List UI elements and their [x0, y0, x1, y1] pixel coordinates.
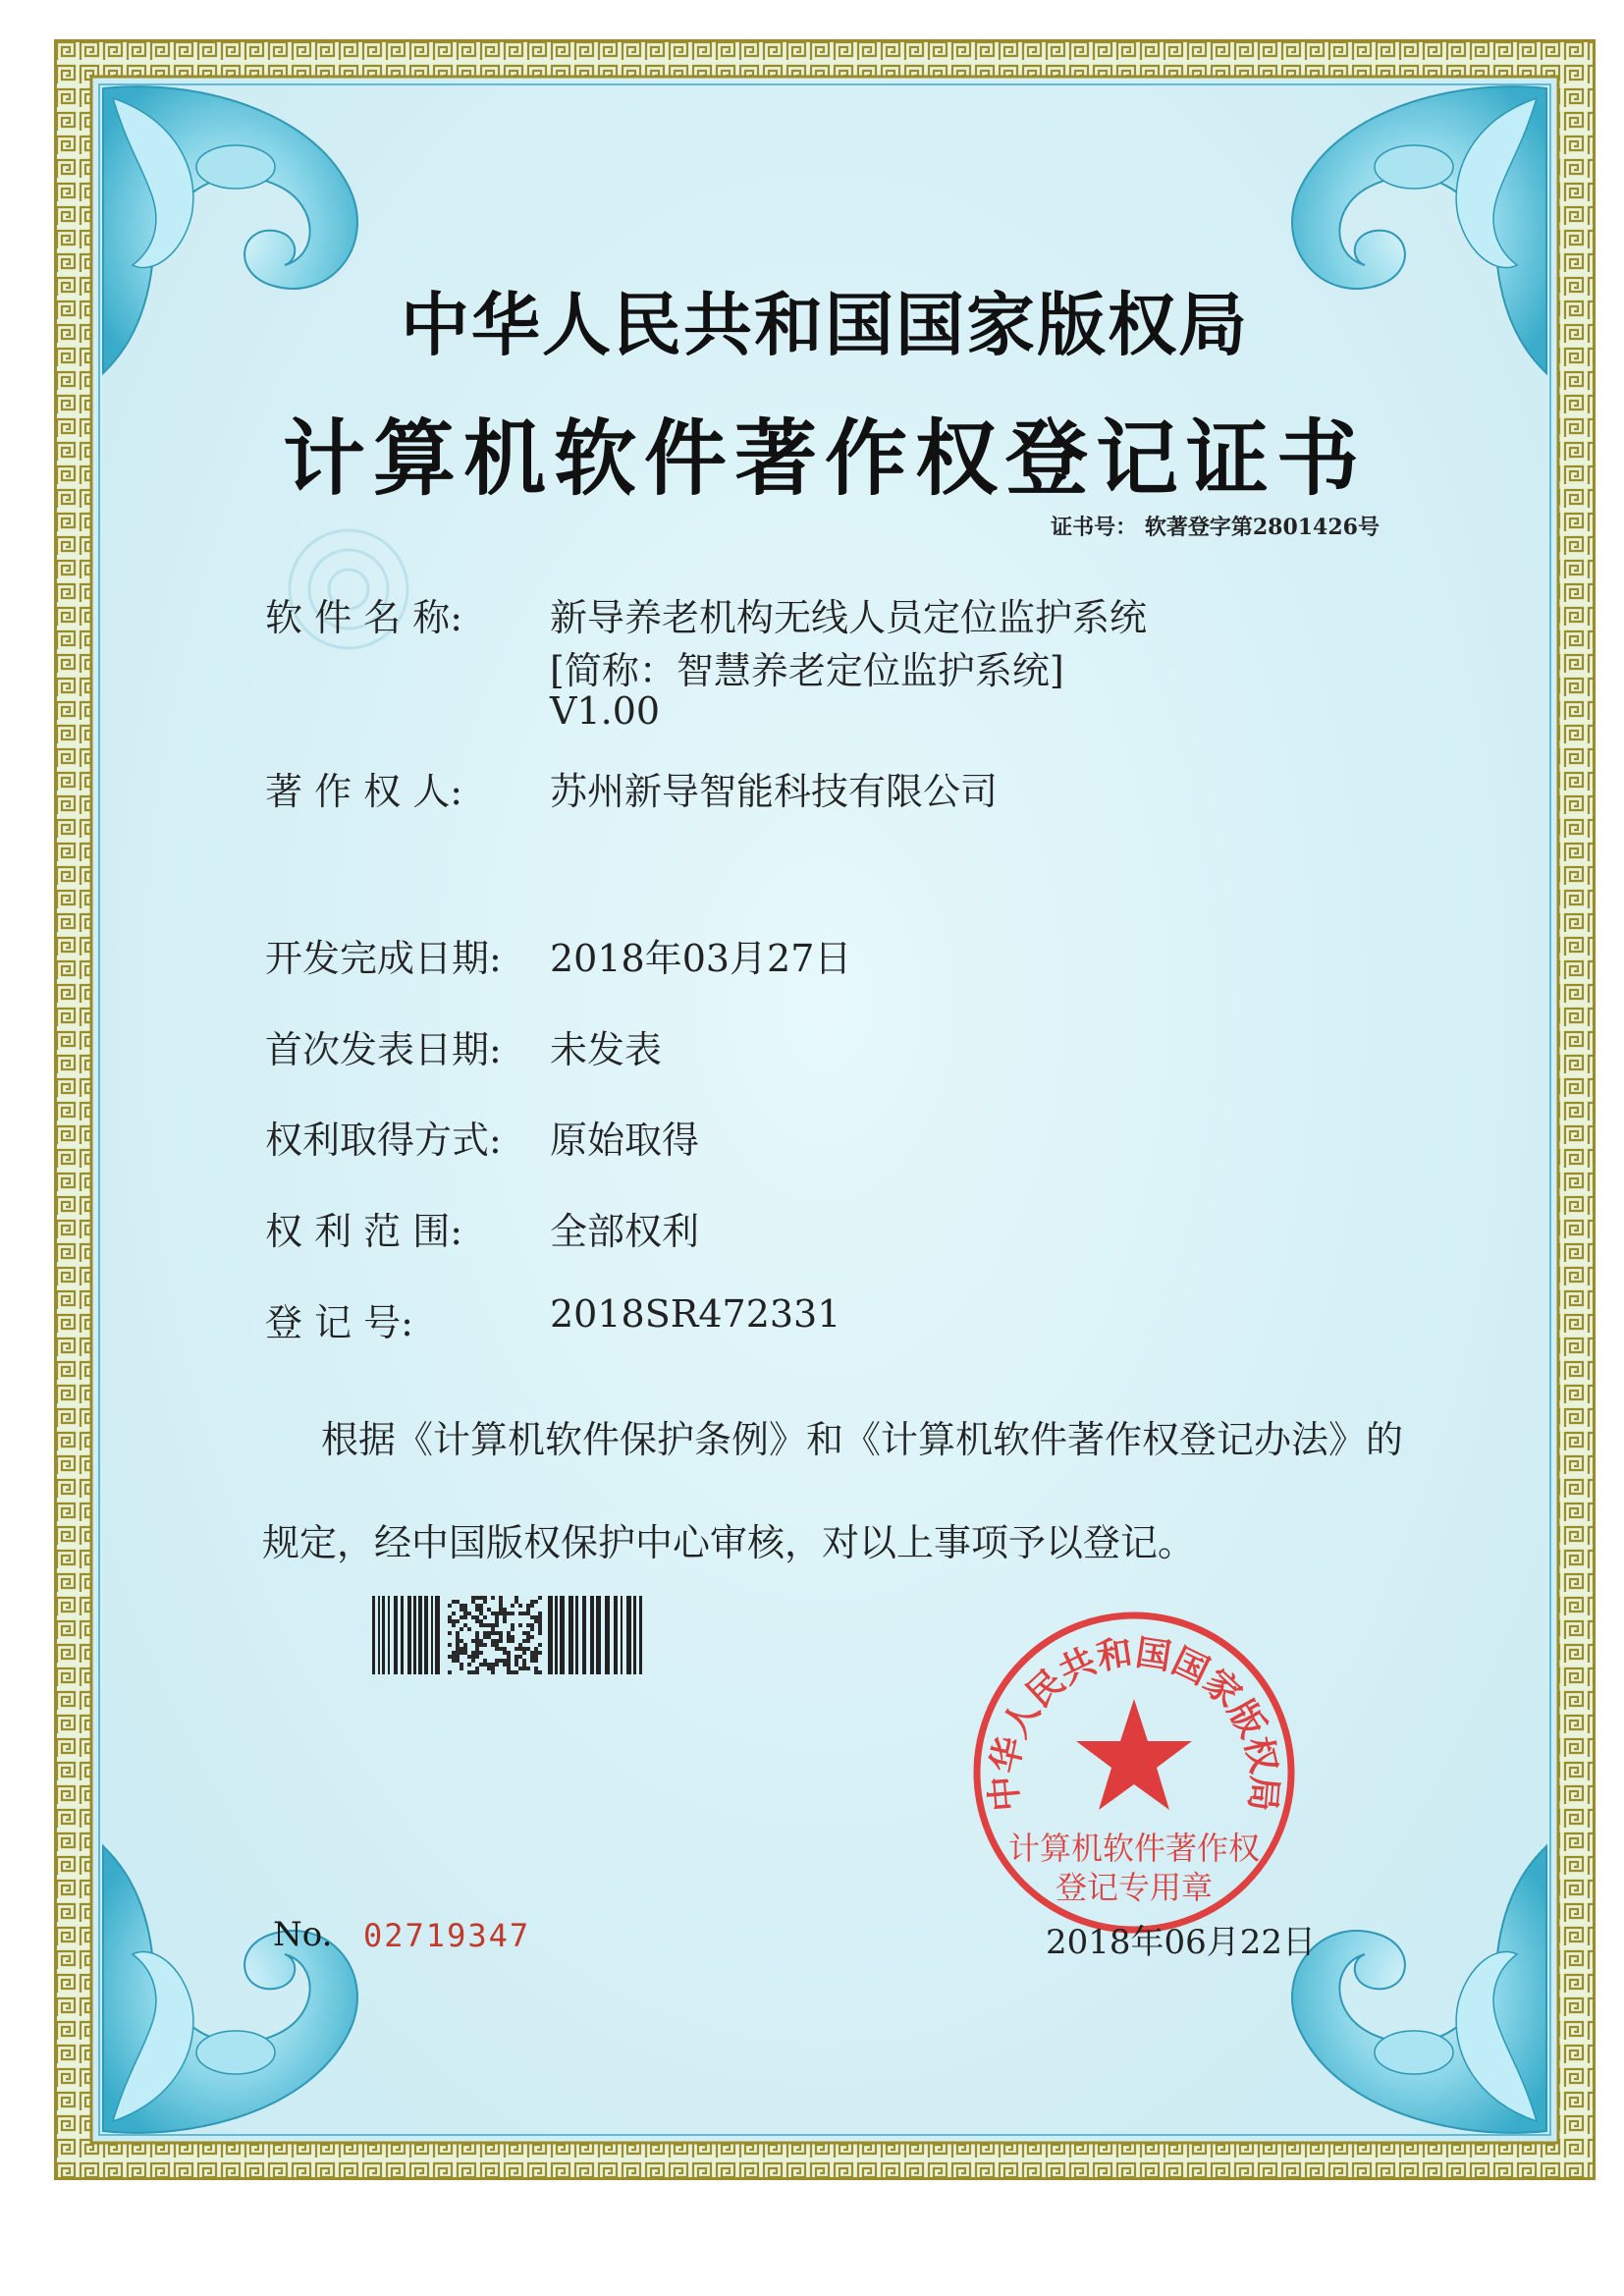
- acquisition-label: 权利取得方式:: [265, 1119, 502, 1162]
- certificate-number: 证书号： 软著登字第2801426号: [1051, 515, 1380, 540]
- barcode: [372, 1596, 647, 1674]
- issuer-title: 中华人民共和国国家版权局: [401, 284, 1249, 365]
- seal-inner-line-1: 计算机软件著作权: [1007, 1830, 1261, 1867]
- completion-date: 2018年03月27日: [550, 937, 852, 980]
- completion-date-label: 开发完成日期:: [265, 937, 502, 980]
- registration-label: 登 记 号:: [265, 1301, 413, 1344]
- seal-inner-line-2: 登记专用章: [1055, 1869, 1214, 1906]
- acquisition: 原始取得: [550, 1119, 700, 1162]
- certificate: [54, 39, 1596, 2180]
- scope-label: 权 利 范 围:: [265, 1210, 463, 1253]
- corner-ornament-bottom-left: [103, 1846, 357, 2133]
- seal-star-icon: [1076, 1699, 1192, 1810]
- software-version: V1.00: [550, 689, 661, 733]
- software-name: 新导养老机构无线人员定位监护系统: [550, 596, 1148, 639]
- serial-label: No.: [273, 1915, 333, 1954]
- official-seal: [967, 1606, 1301, 1940]
- software-short-name: [简称：智慧养老定位监护系统]: [550, 649, 1064, 692]
- corner-ornament-bottom-right: [1292, 1846, 1546, 2133]
- statement-line-1: 根据《计算机软件保护条例》和《计算机软件著作权登记办法》的: [321, 1418, 1404, 1461]
- software-name-label: 软 件 名 称:: [265, 596, 463, 639]
- certificate-title: 计算机软件著作权登记证书: [282, 410, 1367, 507]
- issue-date: 2018年06月22日: [1046, 1923, 1317, 1962]
- serial-number: 02719347: [363, 1917, 531, 1954]
- owner: 苏州新导智能科技有限公司: [550, 770, 999, 813]
- publication-date-label: 首次发表日期:: [265, 1028, 502, 1071]
- registration-number: 2018SR472331: [550, 1292, 841, 1336]
- seal-ring-text: 中华人民共和国国家版权局: [984, 1632, 1284, 1813]
- owner-label: 著 作 权 人:: [265, 770, 463, 813]
- statement-line-2: 规定，经中国版权保护中心审核，对以上事项予以登记。: [262, 1521, 1196, 1564]
- scope: 全部权利: [550, 1210, 700, 1253]
- publication-date: 未发表: [550, 1028, 663, 1071]
